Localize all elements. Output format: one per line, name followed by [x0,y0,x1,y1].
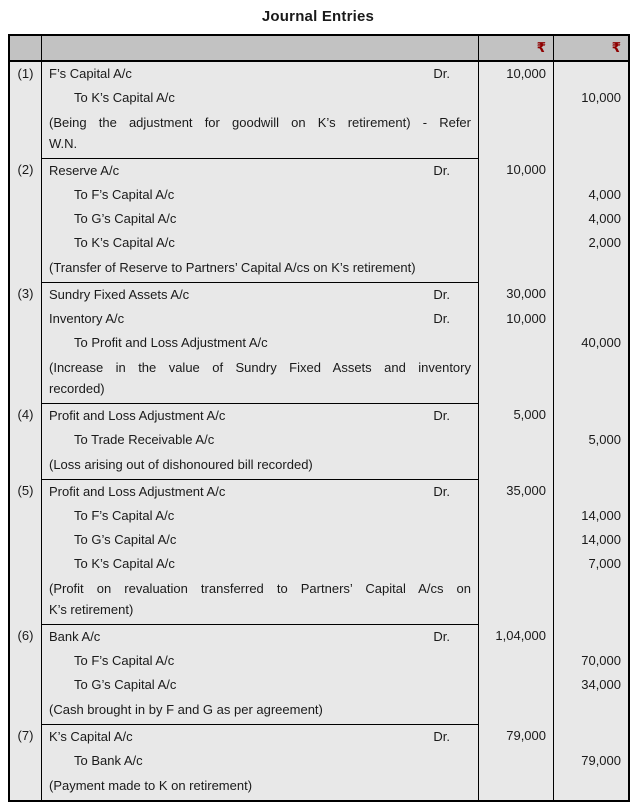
entry-number-empty [10,231,42,255]
credit-amount: 70,000 [581,653,621,668]
account-name: Inventory A/c [49,311,125,326]
account-name: F’s Capital A/c [49,66,132,81]
entry-number-empty [10,452,42,479]
debit-amount: 10,000 [479,62,554,86]
narration-line: (Profit on revaluation transferred to Partners’ Capital A/cs on [49,581,471,596]
narration-line: recorded) [49,381,105,396]
account-name: To K’s Capital A/c [74,556,175,571]
narration [42,773,479,800]
credit-amount: 4,000 [588,211,621,226]
account-name: Bank A/c [49,629,101,644]
credit-amount: 4,000 [588,187,621,202]
dr-label: Dr. [433,629,450,644]
account-line [42,673,479,697]
entry-number-empty [10,183,42,207]
entry-number: (7) [10,724,42,749]
credit-amount: 10,000 [581,90,621,105]
debit-amount: 10,000 [479,158,554,183]
narration [42,697,479,724]
credit-amount: 14,000 [581,508,621,523]
debit-amount: 5,000 [479,403,554,428]
account-name: Reserve A/c [49,163,120,178]
dr-label: Dr. [433,311,450,326]
debit-cell-empty [479,697,554,724]
credit-cell-empty [554,62,628,86]
credit-cell-empty [554,307,628,331]
credit-cell-empty [554,110,628,158]
credit-cell-empty [554,355,628,403]
debit-cell-empty [479,773,554,800]
page-title: Journal Entries [261,8,375,25]
entry-number-empty [10,86,42,110]
dr-label: Dr. [433,484,450,499]
account-line [42,331,479,355]
debit-amount: 10,000 [479,307,554,331]
header-cell-number [10,36,42,62]
narration-line: (Being the adjustment for goodwill on K’s retirement) - Refer [49,115,471,130]
account-line [42,428,479,452]
account-name: To K’s Capital A/c [74,90,175,105]
account-name: To G’s Capital A/c [74,677,177,692]
entry-number: (4) [10,403,42,428]
account-name: To Trade Receivable A/c [74,432,215,447]
dr-label: Dr. [433,408,450,423]
account-line [42,479,479,504]
dr-label: Dr. [433,66,450,81]
credit-amount: 34,000 [581,677,621,692]
credit-cell-empty [554,773,628,800]
debit-cell-empty [479,552,554,576]
entry-number: (6) [10,624,42,649]
debit-cell-empty [479,428,554,452]
account-line [42,307,479,331]
entry-number-empty [10,207,42,231]
debit-cell-empty [479,504,554,528]
credit-cell-empty [554,282,628,307]
entry-number-empty [10,355,42,403]
debit-cell-empty [479,528,554,552]
debit-cell-empty [479,355,554,403]
credit-cell-empty [554,624,628,649]
narration-line: (Increase in the value of Sundry Fixed Assets and inventory [49,360,471,375]
credit-cell-empty [554,255,628,282]
narration-line: W.N. [49,136,78,151]
debit-amount: 30,000 [479,282,554,307]
debit-cell-empty [479,576,554,624]
entry-number-empty [10,649,42,673]
account-name: Profit and Loss Adjustment A/c [49,408,226,423]
account-line [42,624,479,649]
credit-cell-empty [554,697,628,724]
debit-cell-empty [479,110,554,158]
narration-line: (Loss arising out of dishonoured bill recorded) [49,457,313,472]
credit-amount: 79,000 [581,753,621,768]
header-credit-rupee-symbol: ₹ [554,36,628,62]
entry-number: (1) [10,62,42,86]
account-line [42,231,479,255]
dr-label: Dr. [433,287,450,302]
account-name: To F’s Capital A/c [74,187,175,202]
credit-cell-empty [554,479,628,504]
debit-cell-empty [479,231,554,255]
journal-page [0,8,636,802]
debit-amount: 1,04,000 [479,624,554,649]
entry-number-empty [10,255,42,282]
credit-amount: 5,000 [588,432,621,447]
credit-cell-empty [554,158,628,183]
credit-cell-empty [554,452,628,479]
entry-number-empty [10,331,42,355]
narration-line: K’s retirement) [49,602,134,617]
account-line [42,724,479,749]
account-line [42,749,479,773]
header-debit-rupee-symbol: ₹ [479,36,554,62]
credit-cell-empty [554,576,628,624]
narration [42,110,479,158]
entry-number-empty [10,307,42,331]
debit-cell-empty [479,331,554,355]
account-name: To Profit and Loss Adjustment A/c [74,335,268,350]
account-line [42,62,479,86]
journal-entries-table [8,34,630,802]
debit-cell-empty [479,255,554,282]
debit-cell-empty [479,207,554,231]
account-line [42,649,479,673]
account-name: Profit and Loss Adjustment A/c [49,484,226,499]
entry-number-empty [10,110,42,158]
account-name: To G’s Capital A/c [74,211,177,226]
account-name: To G’s Capital A/c [74,532,177,547]
account-line [42,504,479,528]
narration [42,576,479,624]
entry-number: (2) [10,158,42,183]
debit-cell-empty [479,673,554,697]
account-line [42,403,479,428]
entry-number-empty [10,697,42,724]
debit-cell-empty [479,183,554,207]
debit-amount: 79,000 [479,724,554,749]
account-name: To F’s Capital A/c [74,653,175,668]
account-line [42,528,479,552]
debit-amount: 35,000 [479,479,554,504]
account-name: To Bank A/c [74,753,143,768]
account-line [42,552,479,576]
debit-cell-empty [479,649,554,673]
credit-amount: 40,000 [581,335,621,350]
entry-number: (3) [10,282,42,307]
narration-line: (Transfer of Reserve to Partners’ Capital A/cs on K’s retirement) [49,260,416,275]
dr-label: Dr. [433,163,450,178]
credit-cell-empty [554,403,628,428]
dr-label: Dr. [433,729,450,744]
debit-cell-empty [479,86,554,110]
entry-number-empty [10,428,42,452]
credit-cell-empty [554,724,628,749]
narration [42,452,479,479]
account-name: K’s Capital A/c [49,729,133,744]
narration-line: (Cash brought in by F and G as per agreement) [49,702,323,717]
account-name: To K’s Capital A/c [74,235,175,250]
entry-number: (5) [10,479,42,504]
entry-number-empty [10,673,42,697]
debit-cell-empty [479,749,554,773]
entry-number-empty [10,773,42,800]
account-line [42,282,479,307]
account-line [42,158,479,183]
account-line [42,86,479,110]
header-cell-particulars [42,36,479,62]
debit-cell-empty [479,452,554,479]
entry-number-empty [10,528,42,552]
narration-line: (Payment made to K on retirement) [49,778,253,793]
account-name: Sundry Fixed Assets A/c [49,287,190,302]
credit-amount: 14,000 [581,532,621,547]
account-name: To F’s Capital A/c [74,508,175,523]
narration [42,255,479,282]
entry-number-empty [10,504,42,528]
credit-amount: 7,000 [588,556,621,571]
entry-number-empty [10,552,42,576]
account-line [42,183,479,207]
entry-number-empty [10,576,42,624]
credit-amount: 2,000 [588,235,621,250]
entry-number-empty [10,749,42,773]
narration [42,355,479,403]
account-line [42,207,479,231]
